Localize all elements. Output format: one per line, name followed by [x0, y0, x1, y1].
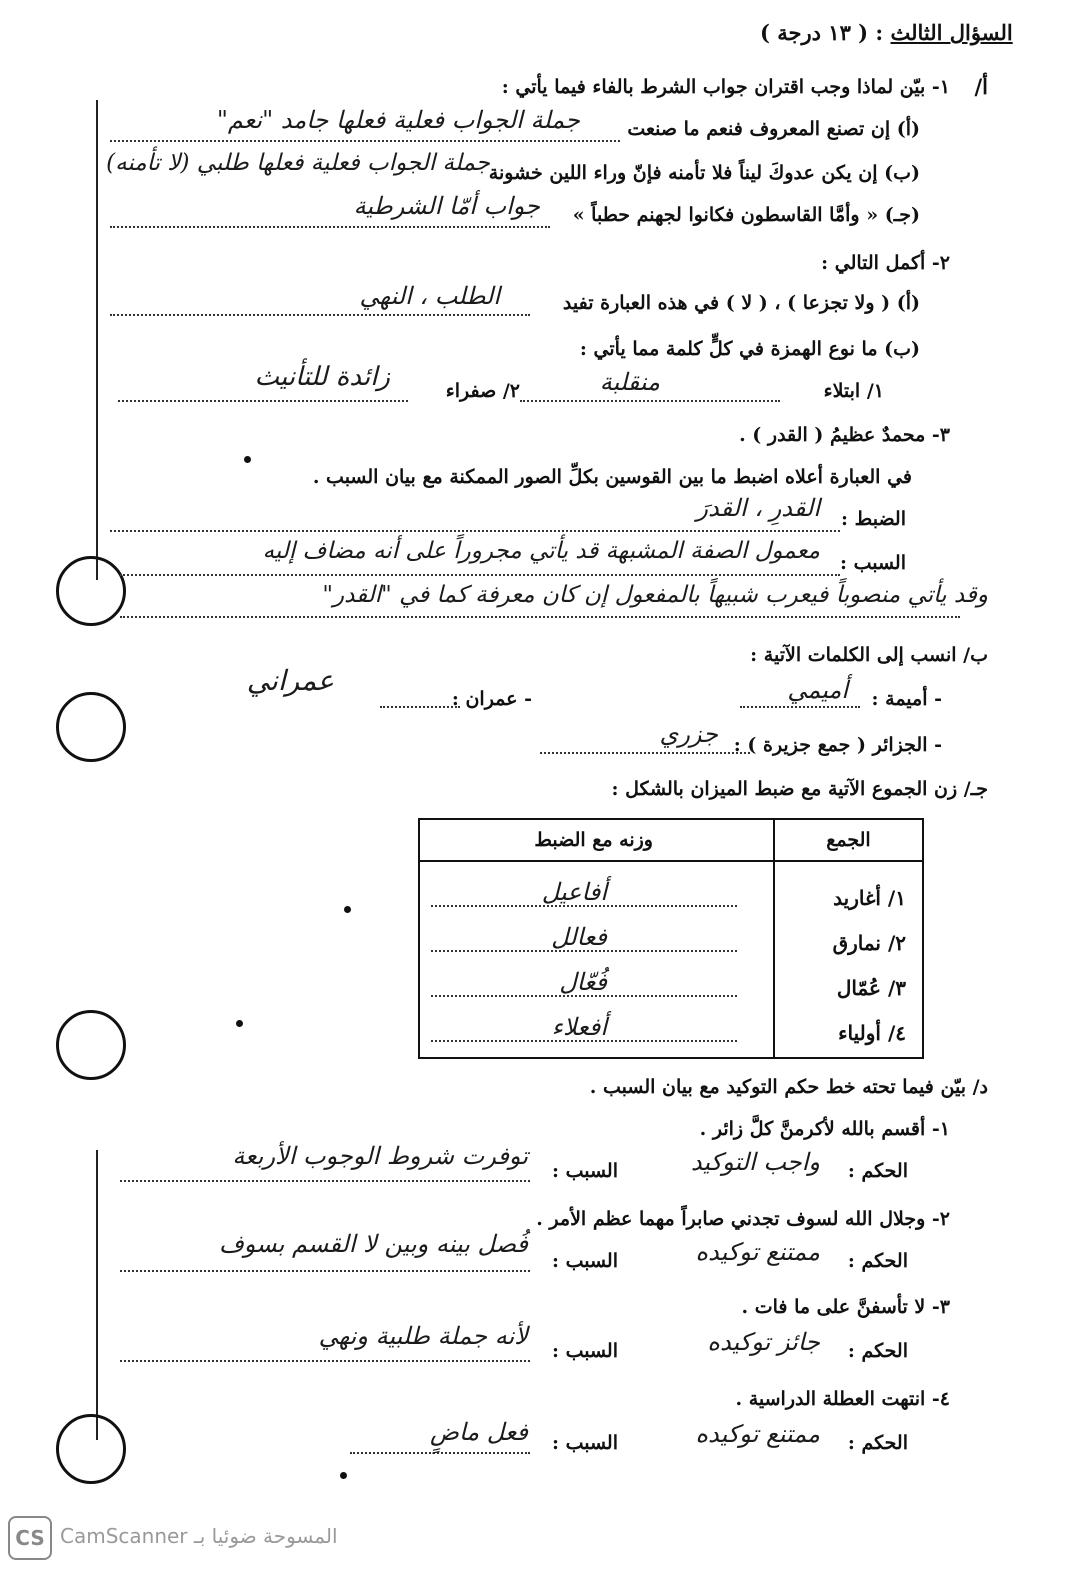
answer-line: [380, 706, 460, 708]
table-header-row: [419, 819, 923, 861]
stray-dot: [344, 906, 351, 913]
wazn-answer: أفاعيل: [541, 878, 607, 906]
q2b-item1: ١/ ابتلاء: [823, 380, 884, 402]
answer-line: [120, 1270, 530, 1272]
hukm-label: الحكم :: [847, 1250, 908, 1272]
d2-sabab: فُصل بينه وبين لا القسم بسوف: [219, 1230, 528, 1258]
plural-cell: ١/ أغاريد ٢/ نمارق ٣/ عُمّال ٤/ أولياء: [774, 861, 923, 1058]
q2b-item2: ٢/ صفراء: [445, 380, 520, 402]
sabab-label: السبب :: [551, 1160, 618, 1182]
q3-sabab-answer2: وقد يأتي منصوباً فيعرب شبيهاً بالمفعول إن كان معرفة كما في "القدر": [322, 582, 988, 608]
hukm-label: الحكم :: [847, 1340, 908, 1362]
answer-line: [110, 530, 840, 532]
wazn-answer: فعالل: [551, 923, 607, 951]
nisba-answer2: عمراني: [246, 664, 334, 697]
stray-dot: [340, 1472, 347, 1479]
nisba-item3: - الجزائر ( جمع جزيرة ) :: [733, 734, 942, 756]
punch-hole: [56, 692, 126, 762]
answer-line: [540, 752, 750, 754]
wazn-answer: فُعّال: [559, 968, 607, 996]
answer-line: [120, 1180, 530, 1182]
sabab-label: السبب :: [551, 1432, 618, 1454]
q2b-answer1: منقلبة: [599, 368, 660, 396]
answer-line: [110, 140, 620, 142]
section-label-d: د/ بيّن فيما تحته خط حكم التوكيد مع بيان السبب .: [589, 1076, 988, 1098]
q2-prompt: ٢- أكمل التالي :: [821, 252, 950, 274]
answer-line: [110, 226, 550, 228]
stray-dot: [244, 456, 251, 463]
q2a-answer: الطلب ، النهي: [359, 282, 500, 310]
nisba-answer3: جزري: [659, 720, 718, 748]
q3-instruction: في العبارة أعلاه اضبط ما بين القوسين بكلِّ الصور الممكنة مع بيان السبب .: [312, 466, 912, 488]
punch-hole: [56, 1414, 126, 1484]
hukm-label: الحكم :: [847, 1432, 908, 1454]
q1c-answer: جواب أمّا الشرطية: [353, 192, 540, 220]
q3-sabab-answer1: معمول الصفة المشبهة قد يأتي مجروراً على أنه مضاف إليه: [262, 538, 820, 564]
answer-line: [120, 1360, 530, 1362]
d4-sabab: فعل ماضٍ: [429, 1418, 528, 1446]
punch-hole: [56, 1010, 126, 1080]
d3-sabab: لأنه جملة طلبية ونهي: [318, 1322, 528, 1350]
wazn-cell: [419, 861, 774, 1058]
q2b-answer2: زائدة للتأنيث: [254, 362, 390, 392]
hukm-label: الحكم :: [847, 1160, 908, 1182]
q2a-text: (أ) ( ولا تجزعا ) ، ( لا ) في هذه العبارة تفيد: [562, 292, 920, 314]
nisba-answer1: أميمي: [787, 676, 848, 704]
d1-hukm: واجب التوكيد: [690, 1148, 820, 1176]
table-row: [419, 861, 923, 1058]
q3-dabt-label: الضبط :: [841, 508, 906, 530]
q1a-answer: جملة الجواب فعلية فعلها جامد "نعم": [216, 106, 580, 134]
col-wazn: وزنه مع الضبط: [419, 819, 774, 861]
nisba-item1: - أميمة :: [871, 688, 942, 710]
camscanner-watermark: [8, 1516, 388, 1562]
wazn-table: [418, 818, 924, 1059]
margin-line-lower: [96, 1150, 98, 1440]
d4-text: ٤- انتهت العطلة الدراسية .: [735, 1388, 950, 1410]
col-plural: الجمع: [774, 819, 923, 861]
q1-prompt: ١- بيّن لماذا وجب اقتران جواب الشرط بالفاء فيما يأتي :: [501, 76, 950, 98]
answer-line: [120, 616, 960, 618]
answer-line: [118, 400, 408, 402]
answer-line: [520, 400, 780, 402]
d4-hukm: ممتنع توكيده: [695, 1420, 820, 1448]
section-label-b: ب/ انسب إلى الكلمات الآتية :: [750, 644, 988, 666]
answer-line: [350, 1452, 530, 1454]
d3-text: ٣- لا تأسفنَّ على ما فات .: [741, 1296, 950, 1318]
q3-prompt: ٣- محمدٌ عظيمُ ( القدر ) .: [739, 424, 950, 446]
q1a-text: (أ) إن تصنع المعروف فنعم ما صنعت: [627, 118, 920, 140]
answer-line: [120, 574, 840, 576]
q1b-text: (ب) إن يكن عدوكَ ليناً فلا تأمنه فإنّ وراء اللين خشونة: [488, 162, 920, 184]
q3-dabt-answer: القدرِ ، القدرَ: [696, 494, 820, 522]
question-title: السؤال الثالث : ( ١٣ درجة ): [760, 20, 1013, 45]
camscanner-text: المسوحة ضوئيا بـ CamScanner: [60, 1524, 338, 1548]
q2b-text: (ب) ما نوع الهمزة في كلٍّ كلمة مما يأتي :: [579, 338, 920, 360]
stray-dot: [236, 1020, 243, 1027]
margin-line: [96, 100, 98, 580]
d3-hukm: جائز توكيده: [707, 1328, 820, 1356]
punch-hole: [56, 556, 126, 626]
camscanner-logo: CS: [8, 1516, 52, 1560]
d1-text: ١- أقسم بالله لأكرمنَّ كلَّ زائر .: [699, 1118, 950, 1140]
q1c-text: (جـ) « وأمَّا القاسطون فكانوا لجهنم حطباً »: [572, 204, 920, 226]
wazn-answer: أفعلاء: [551, 1013, 607, 1041]
q1b-answer: جملة الجواب فعلية فعلها طلبي (لا تأمنه): [106, 150, 490, 176]
section-label-c: جـ/ زن الجموع الآتية مع ضبط الميزان بالشكل :: [611, 778, 988, 800]
d2-text: ٢- وجلال الله لسوف تجدني صابراً مهما عظم الأمر .: [536, 1208, 950, 1230]
answer-line: [740, 706, 860, 708]
answer-line: [110, 314, 530, 316]
d1-sabab: توفرت شروط الوجوب الأربعة: [232, 1142, 528, 1170]
sabab-label: السبب :: [551, 1250, 618, 1272]
d2-hukm: ممتنع توكيده: [695, 1238, 820, 1266]
sabab-label: السبب :: [551, 1340, 618, 1362]
section-label-a: أ/: [974, 74, 988, 99]
nisba-item2: - عمران :: [451, 688, 532, 710]
q3-sabab-label: السبب :: [839, 552, 906, 574]
